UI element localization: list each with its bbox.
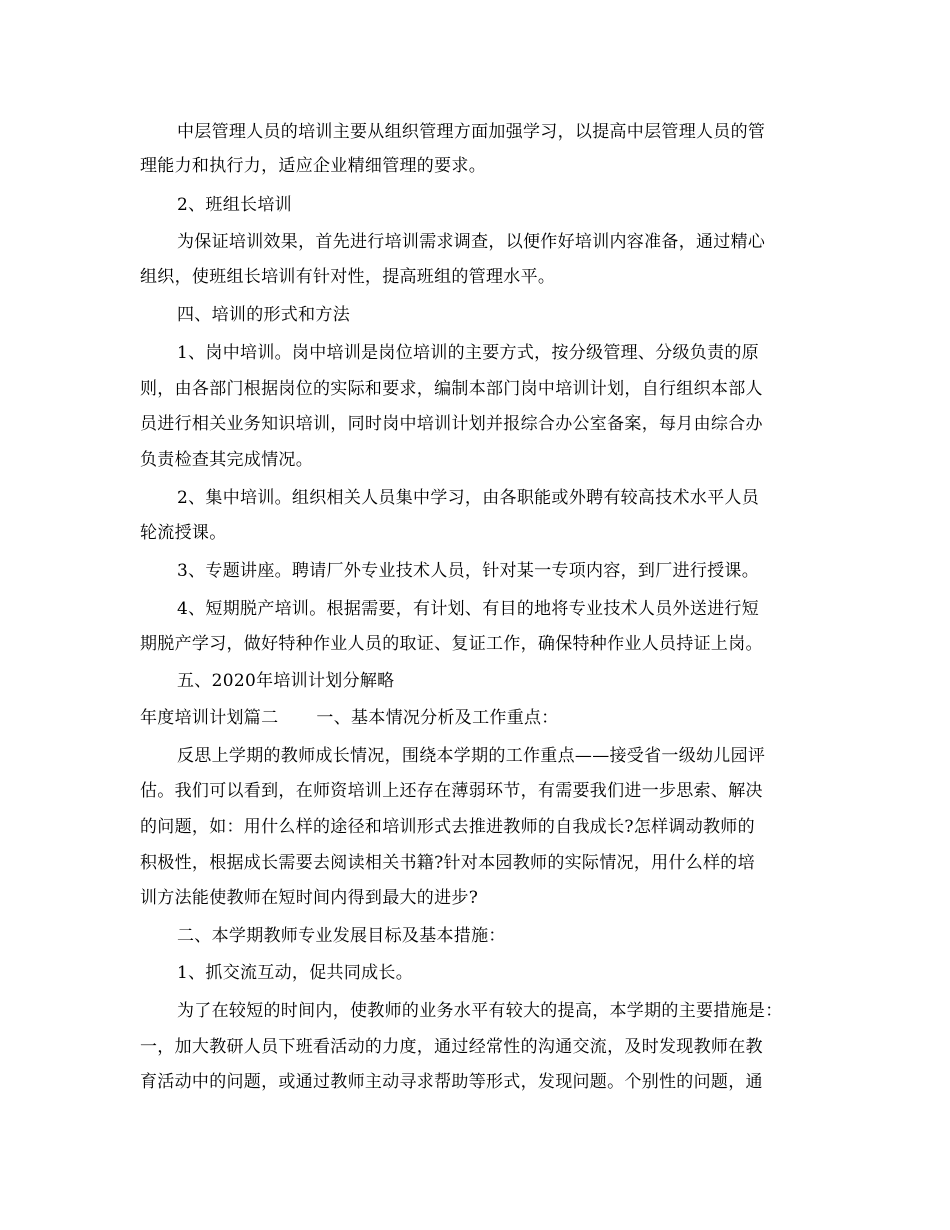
paragraph-line: 育活动中的问题，或通过教师主动寻求帮助等形式，发现问题。个别性的问题，通 [140, 1072, 763, 1092]
section-heading: 二、本学期教师专业发展目标及基本措施： [177, 926, 506, 946]
paragraph-line: 则，由各部门根据岗位的实际和要求，编制本部门岗中培训计划，自行组织本部人 [140, 379, 763, 399]
paragraph-line: 期脱产学习，做好特种作业人员的取证、复证工作，确保特种作业人员持证上岗。 [140, 634, 763, 654]
section-heading: 1、抓交流互动，促共同成长。 [177, 963, 414, 983]
paragraph-line: 为了在较短的时间内，使教师的业务水平有较大的提高，本学期的主要措施是： [177, 1001, 783, 1021]
section-heading: 四、培训的形式和方法 [177, 305, 350, 325]
paragraph-line: 轮流授课。 [140, 523, 227, 543]
paragraph-line: 中层管理人员的培训主要从组织管理方面加强学习，以提高中层管理人员的管 [177, 122, 766, 142]
paragraph-line: 组织，使班组长培训有针对性，提高班组的管理水平。 [140, 267, 556, 287]
paragraph-line: 2、集中培训。组织相关人员集中学习，由各职能或外聘有较高技术水平人员 [177, 488, 760, 508]
article-title: 年度培训计划篇二 [140, 708, 279, 728]
paragraph-line: 积极性，根据成长需要去阅读相关书籍?针对本园教师的实际情况，用什么样的培 [140, 853, 755, 873]
article-title-line [140, 707, 559, 729]
section-heading: 五、2020年培训计划分解略 [177, 671, 395, 691]
paragraph-line: 负责检查其完成情况。 [140, 450, 313, 470]
section-heading: 2、班组长培训 [177, 195, 292, 215]
paragraph-line: 估。我们可以看到，在师资培训上还存在薄弱环节，有需要我们进一步思索、解决 [140, 781, 763, 801]
paragraph-line: 训方法能使教师在短时间内得到最大的进步? [140, 888, 479, 908]
paragraph-line: 1、岗中培训。岗中培训是岗位培训的主要方式，按分级管理、分级负责的原 [177, 343, 760, 363]
paragraph-line: 4、短期脱产培训。根据需要，有计划、有目的地将专业技术人员外送进行短 [177, 599, 760, 619]
paragraph-line: 的问题，如：用什么样的途径和培训形式去推进教师的自我成长?怎样调动教师的 [140, 817, 755, 837]
paragraph-line: 理能力和执行力，适应企业精细管理的要求。 [140, 156, 486, 176]
paragraph-line: 3、专题讲座。聘请厂外专业技术人员，针对某一专项内容，到厂进行授课。 [177, 561, 760, 581]
paragraph-line: 反思上学期的教师成长情况，围绕本学期的工作重点——接受省一级幼儿园评 [177, 746, 766, 766]
section-heading: 一、基本情况分析及工作重点： [316, 708, 559, 728]
paragraph-line: 员进行相关业务知识培训，同时岗中培训计划并报综合办公室备案，每月由综合办 [140, 414, 763, 434]
paragraph-line: 为保证培训效果，首先进行培训需求调查，以便作好培训内容准备，通过精心 [177, 232, 766, 252]
paragraph-line: 一，加大教研人员下班看活动的力度，通过经常性的沟通交流，及时发现教师在教 [140, 1037, 763, 1057]
